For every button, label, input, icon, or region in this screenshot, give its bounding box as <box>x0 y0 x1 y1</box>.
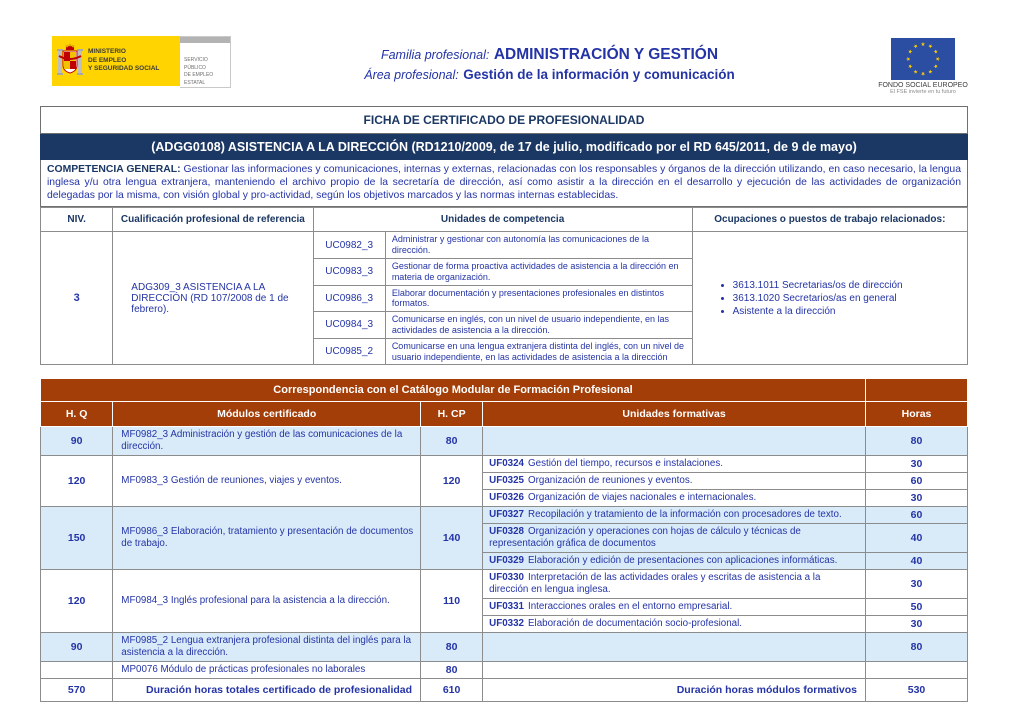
uc-desc: Elaborar documentación y presentaciones profesionales en distintos formatos. <box>385 285 692 312</box>
uf-desc: Interpretación de las actividades orales y escritas de asistencia a la dirección en lengua inglesa. <box>489 572 821 595</box>
total-hcp: 610 <box>421 678 483 701</box>
uc-desc: Comunicarse en una lengua extranjera distinta del inglés, con un nivel de usuario independiente, en las actividades de asistencia a la dirección <box>385 338 692 365</box>
module-group <box>41 570 968 633</box>
horas-cell: 80 <box>866 427 968 456</box>
uf-cell <box>483 553 866 570</box>
modulo-cell: MF0983_3 Gestión de reuniones, viajes y eventos. <box>113 456 421 507</box>
horas-cell: 60 <box>866 473 968 490</box>
table-row <box>41 507 968 524</box>
eu-subcaption: El FSE invierte en tu futuro <box>890 89 956 95</box>
eu-flag-stars-icon <box>891 38 955 80</box>
uf-cell <box>483 632 866 661</box>
modulo-cell: MF0982_3 Administración y gestión de las comunicaciones de la dirección. <box>113 427 421 456</box>
ocupacion-item: • Asistente a la dirección <box>733 306 965 317</box>
uf-cell <box>483 598 866 615</box>
eu-caption: FONDO SOCIAL EUROPEO <box>878 82 968 89</box>
uc-desc: Comunicarse en inglés, con un nivel de usuario independiente, en las actividades de asistencia a la dirección. <box>385 312 692 339</box>
total-horas: 530 <box>866 678 968 701</box>
uc-code: UC0984_3 <box>313 312 385 339</box>
uf-code: UF0324 <box>489 458 524 470</box>
modules-table-title: Correspondencia con el Catálogo Modular de Formación Profesional <box>41 379 866 402</box>
spain-coat-of-arms-icon <box>57 42 83 80</box>
hcp-cell: 80 <box>421 632 483 661</box>
hcp-cell: 80 <box>421 427 483 456</box>
familia-label: Familia profesional: <box>380 48 490 62</box>
total-hq: 570 <box>41 678 113 701</box>
uf-code: UF0330 <box>489 572 524 584</box>
ministry-name: MINISTERIO DE EMPLEO Y SEGURIDAD SOCIAL <box>88 48 160 73</box>
ocupaciones-cell <box>692 232 967 365</box>
horas-cell: 30 <box>866 456 968 473</box>
modulo-cell: MF0985_2 Lengua extranjera profesional distinta del inglés para la asistencia a la dirección. <box>113 632 421 661</box>
uf-code: UF0332 <box>489 617 524 629</box>
modulo-cell: MF0984_3 Inglés profesional para la asistencia a la dirección. <box>113 570 421 633</box>
page-header <box>0 0 1024 96</box>
module-group <box>41 456 968 507</box>
total-label-certificado: Duración horas totales certificado de profesionalidad <box>113 678 421 701</box>
familia-value: ADMINISTRACIÓN Y GESTIÓN <box>493 46 719 63</box>
hcp-cell: 110 <box>421 570 483 633</box>
modulo-cell: MP0076 Módulo de prácticas profesionales no laborales <box>113 661 421 678</box>
uf-cell <box>483 507 866 524</box>
horas-cell: 60 <box>866 507 968 524</box>
horas-cell <box>866 661 968 678</box>
table-row <box>41 427 968 456</box>
uc-code: UC0983_3 <box>313 258 385 285</box>
uc-code: UC0985_2 <box>313 338 385 365</box>
competencia-text: Gestionar las informaciones y comunicaciones, internas y externas, relacionadas con los responsables y órganos de la dirección utilizando, en caso necesario, la lengua inglesa y/u otra lengua extranjera, manteniendo el archivo propio de la secretaría de dirección, así como asistir a la dirección en el desarrollo y ejecución de las actividades de organización delegadas por la misma, con visión global y pro-actividad, según los objetivos marcados y las normas internas establecidas. <box>47 164 961 202</box>
table-row <box>41 632 968 661</box>
nivel-cell: 3 <box>41 232 113 365</box>
uf-desc: Gestión del tiempo, recursos e instalaciones. <box>528 458 723 470</box>
table-row <box>41 570 968 599</box>
hcp-cell: 140 <box>421 507 483 570</box>
uf-code: UF0331 <box>489 600 524 612</box>
hq-cell: 120 <box>41 570 113 633</box>
uf-cell <box>483 661 866 678</box>
hq-cell: 90 <box>41 632 113 661</box>
col-unidades: Unidades de competencia <box>313 208 692 232</box>
uf-cell <box>483 490 866 507</box>
competencia-label: COMPETENCIA GENERAL: <box>47 164 184 175</box>
sepe-name: SERVICIO PÚBLICO DE EMPLEO ESTATAL <box>184 57 214 86</box>
eu-social-fund-logo <box>868 38 978 95</box>
horas-cell: 50 <box>866 598 968 615</box>
modules-table-title-spacer <box>866 379 968 402</box>
uf-cell <box>483 524 866 553</box>
ocupacion-item: • 3613.1011 Secretarias/os de dirección <box>733 280 965 291</box>
col-modulos: Módulos certificado <box>113 402 421 427</box>
uf-desc: Interacciones orales en el entorno empresarial. <box>528 600 733 612</box>
uf-code: UF0325 <box>489 475 524 487</box>
cualificacion-cell: ADG309_3 ASISTENCIA A LA DIRECCIÓN (RD 107/2008 de 1 de febrero). <box>113 232 313 365</box>
uf-desc: Organización de viajes nacionales e internacionales. <box>528 492 757 504</box>
uf-code: UF0328 <box>489 526 524 538</box>
horas-cell: 30 <box>866 615 968 632</box>
horas-cell: 30 <box>866 490 968 507</box>
module-group <box>41 661 968 678</box>
certificate-code-band: (ADGG0108) ASISTENCIA A LA DIRECCIÓN (RD1210/2009, de 17 de julio, modificado por el RD 645/2011, de 9 de mayo) <box>40 134 968 160</box>
uf-code: UF0326 <box>489 492 524 504</box>
hq-cell: 90 <box>41 427 113 456</box>
sheet-title: FICHA DE CERTIFICADO DE PROFESIONALIDAD <box>40 106 968 134</box>
horas-cell: 40 <box>866 524 968 553</box>
uf-desc: Organización y operaciones con hojas de cálculo y técnicas de representación gráfica de documentos <box>489 526 801 550</box>
area-value: Gestión de la información y comunicación <box>463 67 735 82</box>
ministry-logo-yellow-box <box>52 36 180 86</box>
module-group <box>41 507 968 570</box>
uf-desc: Elaboración de documentación socio-profesional. <box>528 617 743 629</box>
uf-desc: Organización de reuniones y eventos. <box>528 475 693 487</box>
col-ocupaciones: Ocupaciones o puestos de trabajo relacionados: <box>692 208 967 232</box>
totals-group <box>41 678 968 701</box>
total-label-modulos: Duración horas módulos formativos <box>483 678 866 701</box>
col-niv: NIV. <box>41 208 113 232</box>
modulo-cell: MF0986_3 Elaboración, tratamiento y presentación de documentos de trabajo. <box>113 507 421 570</box>
document-titles <box>231 36 868 86</box>
col-hq: H. Q <box>41 402 113 427</box>
col-unidades-formativas: Unidades formativas <box>483 402 866 427</box>
hcp-cell: 80 <box>421 661 483 678</box>
horas-cell: 30 <box>866 570 968 599</box>
horas-cell: 40 <box>866 553 968 570</box>
table-row <box>41 232 968 259</box>
module-group <box>41 427 968 456</box>
uf-cell <box>483 615 866 632</box>
uc-desc: Gestionar de forma proactiva actividades de asistencia a la dirección en materia de organización. <box>385 258 692 285</box>
col-cualificacion: Cualificación profesional de referencia <box>113 208 313 232</box>
hq-cell: 120 <box>41 456 113 507</box>
table-row <box>41 661 968 678</box>
competencia-general <box>40 160 968 207</box>
hcp-cell: 120 <box>421 456 483 507</box>
uf-cell <box>483 427 866 456</box>
uf-cell <box>483 456 866 473</box>
ocupacion-item: • 3613.1020 Secretarios/as en general <box>733 293 965 304</box>
uc-code: UC0986_3 <box>313 285 385 312</box>
area-label: Área profesional: <box>364 68 459 82</box>
col-horas: Horas <box>866 402 968 427</box>
uf-cell <box>483 473 866 490</box>
qualification-table <box>40 207 968 365</box>
sepe-logo-box <box>180 36 231 88</box>
col-hcp: H. CP <box>421 402 483 427</box>
hq-cell: 150 <box>41 507 113 570</box>
uf-desc: Recopilación y tratamiento de la información con procesadores de texto. <box>528 509 842 521</box>
uf-desc: Elaboración y edición de presentaciones con aplicaciones informáticas. <box>528 555 838 567</box>
table-row <box>41 456 968 473</box>
uf-code: UF0327 <box>489 509 524 521</box>
modules-table <box>40 378 968 702</box>
uf-cell <box>483 570 866 599</box>
uf-code: UF0329 <box>489 555 524 567</box>
totals-row <box>41 678 968 701</box>
hq-cell <box>41 661 113 678</box>
uc-code: UC0982_3 <box>313 232 385 259</box>
ministry-logo <box>52 36 231 86</box>
uc-desc: Administrar y gestionar con autonomía las comunicaciones de la dirección. <box>385 232 692 259</box>
certificate-sheet <box>40 106 968 702</box>
horas-cell: 80 <box>866 632 968 661</box>
module-group <box>41 632 968 661</box>
